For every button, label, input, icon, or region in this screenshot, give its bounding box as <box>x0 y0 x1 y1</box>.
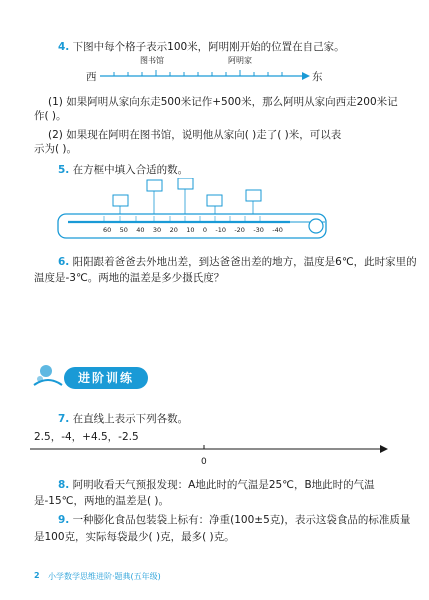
scale-label: 30 <box>152 226 162 234</box>
q8-line1 <box>58 478 375 492</box>
q9-text: 一种膨化食品包装袋上标有：净重(100±5克)，表示这袋食品的标准质量 <box>72 514 411 526</box>
answer-box-4 <box>207 195 222 206</box>
q4-number: 4. <box>58 41 70 53</box>
scale-label: 10 <box>186 226 195 234</box>
q7-number: 7. <box>58 413 70 425</box>
scale-label: -20 <box>234 226 245 234</box>
q5-prompt <box>58 163 188 177</box>
thermometer-scale <box>103 226 283 234</box>
q4-part1-line1: (1) 如果阿明从家向东走500米记作+500米，那么阿明从家向西走200米记 <box>48 96 398 108</box>
scale-label: -30 <box>253 226 264 234</box>
scale-label: 50 <box>119 226 128 234</box>
section-banner <box>64 367 148 389</box>
q4-prompt <box>58 40 345 54</box>
q9-line1 <box>58 513 410 527</box>
label-library: 图书馆 <box>140 56 164 65</box>
q8-number: 8. <box>58 479 70 491</box>
q9-number: 9. <box>58 514 70 526</box>
scale-label: -40 <box>272 226 283 234</box>
q6-line2: 温度是-3℃。两地的温差是多少摄氏度？ <box>34 272 225 284</box>
q5-text: 在方框中填入合适的数。 <box>72 164 189 176</box>
q4-direction-line <box>100 66 310 86</box>
scale-label: 0 <box>202 226 207 234</box>
scale-label: 40 <box>136 226 145 234</box>
q8-line2: 是-15℃，两地的温差是( )。 <box>34 495 169 507</box>
q4-part1-line2: 作( )。 <box>34 110 67 122</box>
answer-box-3 <box>178 178 193 189</box>
answer-box-1 <box>113 195 128 206</box>
q4-part2-line1: (2) 如果现在阿明在图书馆，说明他从家向( )走了( )米，可以表 <box>48 129 342 141</box>
footer-title: 小学数学思维进阶·题典(五年级) <box>48 572 161 581</box>
q6-text: 阳阳跟着爸爸去外地出差，到达爸爸出差的地方，温度是6℃，此时家里的 <box>72 256 417 268</box>
q9-line2: 是100克，实际每袋最少( )克，最多( )克。 <box>34 531 235 543</box>
scale-label: -10 <box>215 226 226 234</box>
scale-label: 20 <box>169 226 178 234</box>
q7-text: 在直线上表示下列各数。 <box>72 413 189 425</box>
q8-text: 阿明收看天气预报发现：A地此时的气温是25℃，B地此时的气温 <box>72 479 375 491</box>
q7-prompt <box>58 412 188 426</box>
label-east: 东 <box>312 71 323 83</box>
q7-number-line <box>30 443 390 457</box>
thermometer-figure <box>50 178 350 248</box>
q4-text: 下图中每个格子表示100米，阿明刚开始的位置在自己家。 <box>72 41 345 53</box>
page-number: 2 <box>34 571 40 580</box>
answer-box-2 <box>147 180 162 191</box>
q5-number: 5. <box>58 164 70 176</box>
section-title: 进阶训练 <box>77 371 134 385</box>
section-decoration-icon <box>32 361 64 389</box>
label-home: 阿明家 <box>228 56 252 65</box>
answer-box-5 <box>246 190 261 201</box>
q4-part2-line2: 示为( )。 <box>34 143 78 155</box>
label-west: 西 <box>86 71 97 83</box>
scale-label: 60 <box>103 226 112 234</box>
q6-number: 6. <box>58 256 70 268</box>
q7-zero-label: 0 <box>201 457 207 467</box>
q7-numbers: 2.5，-4，+4.5，-2.5 <box>34 431 139 443</box>
q6-line1 <box>58 255 417 269</box>
